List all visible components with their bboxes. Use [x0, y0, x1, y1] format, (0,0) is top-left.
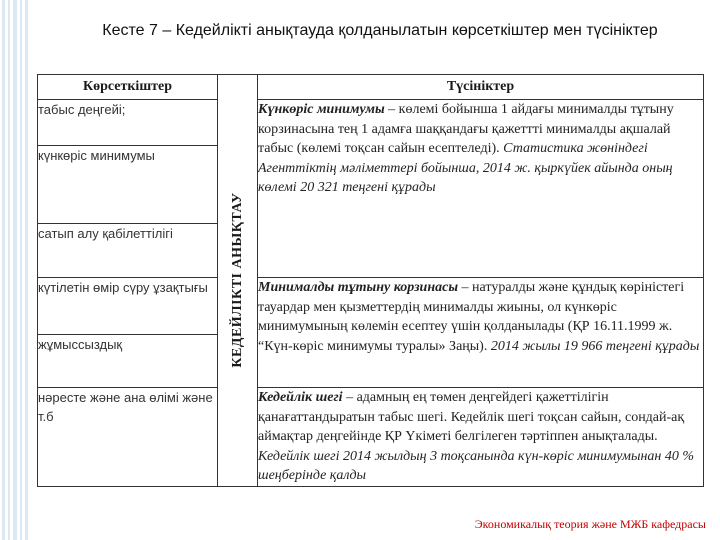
vertical-label: КЕДЕЙЛІКТІ АНЫҚТАУ — [229, 192, 245, 368]
concept-cell — [258, 278, 704, 388]
vertical-label-cell — [218, 75, 258, 487]
indicator-text: табыс деңгейі; — [38, 102, 126, 117]
indicator-cell — [38, 388, 218, 487]
header-row — [38, 75, 704, 100]
indicator-text: нәресте және ана өлімі және т.б — [38, 390, 213, 424]
concept-cell — [258, 100, 704, 278]
concept-text: – натуралды және құндық көріністегі тауардар мен қызметтердің минималды жиыны, ол күнкөріс минимумының көлемін есептеу үшін қолданылады (ҚР 16.11.1999 ж. “Күн-көріс минимумы туралы» Заңы). — [258, 280, 685, 354]
concept-note: 2014 жылы 19 966 теңгені құрады — [490, 338, 700, 354]
indicators-table — [37, 74, 704, 487]
department-footer: Экономикалық теория және МЖБ кафедрасы — [474, 517, 706, 531]
slide-title: Кесте 7 – Кедейлікті анықтауда қолданылатын көрсеткіштер мен түсініктер — [102, 22, 658, 39]
header-indicators: Көрсеткіштер — [38, 75, 218, 100]
indicator-text: күнкөріс минимумы — [38, 148, 155, 163]
indicator-text: сатып алу қабілеттілігі — [38, 226, 173, 241]
concept-note: Кедейлік шегі 2014 жылдың 3 тоқсанында күн-көріс минимумынан 40 % шеңберінде қалды — [258, 448, 694, 483]
indicator-text: күтілетін өмір сүру ұзақтығы — [38, 280, 208, 295]
header-concepts: Түсініктер — [258, 75, 704, 100]
concept-term: Минималды тұтыну корзинасы — [258, 280, 459, 295]
concept-term: Күнкөріс минимумы — [258, 102, 385, 117]
indicator-cell — [38, 335, 218, 388]
concept-text: – адамның ең төмен деңгейдегі қажеттілігін қанағаттандыратын табыс шегі. Кедейлік шегі тоқсан сайын, сондай-ақ аймақтар деңгейінде ҚР Үкіметі белгілеген тәртіппен анықталады. — [258, 390, 685, 444]
indicator-cell — [38, 100, 218, 146]
decorative-stripes — [0, 0, 30, 540]
concept-note: Статистика жөніндегі Агенттіктің мәліметтері бойынша, 2014 ж. қыркүйек айында оның көлемі 20 321 теңгені құрады — [258, 141, 673, 195]
concept-text: – көлемі бойынша 1 айдағы минималды тұтыну корзинасына тең 1 адамға шаққандағы қажеттті минималды ақшалай табыс (көлемі тоқсан сайын есептеледі). — [258, 102, 674, 156]
indicator-text: жұмыссыздық — [38, 337, 123, 352]
concept-cell — [258, 388, 704, 487]
indicator-cell — [38, 224, 218, 278]
indicator-cell — [38, 146, 218, 224]
concept-term: Кедейлік шегі — [258, 390, 343, 405]
indicator-cell — [38, 278, 218, 335]
